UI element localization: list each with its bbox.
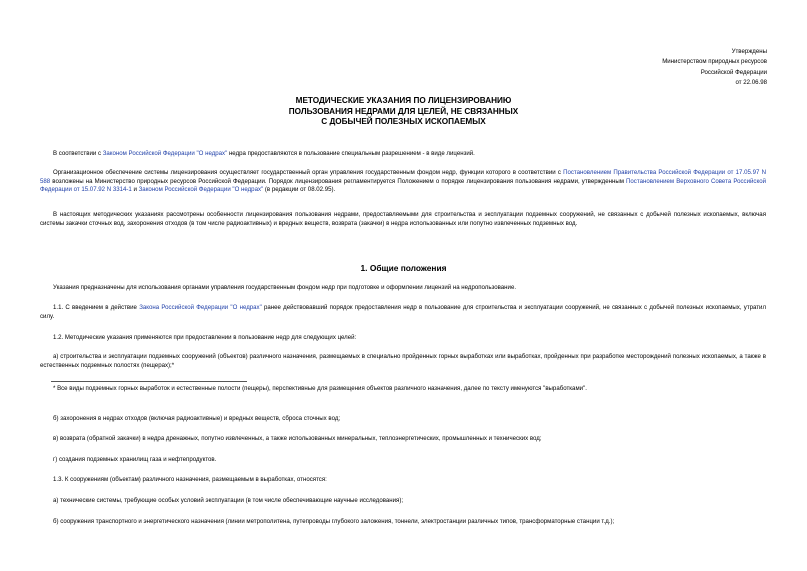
law-link[interactable]: Законом Российской Федерации "О недрах" [138, 186, 264, 194]
text: В соответствии с [53, 150, 103, 157]
paragraph-purpose: Указания предназначены для использования органами управления государственным фондом недр при подготовке и оформлении лицензий на недропользование. [53, 284, 517, 291]
paragraph-1-2: 1.2. Методические указания применяются при предоставлении в пользование недр для следующих целей: [53, 334, 357, 341]
text: и [131, 186, 139, 194]
text: недра предоставляются в пользование специальным разрешением - в виде лицензий. [227, 150, 475, 157]
approval-line: Утверждены [731, 48, 767, 55]
footnote: * Все виды подземных горных выработок и естественные полости (пещеры), перспективные для размещения объектов различного назначения, далее по тексту именуются "выработками". [53, 385, 587, 392]
list-item-d: г) создания подземных хранилищ газа и нефтепродуктов. [53, 456, 217, 463]
text: (в редакции от 08.02.95). [263, 186, 336, 194]
text: 1.1. С введением в действие [53, 304, 140, 311]
approval-date: от 22.06.98 [735, 78, 767, 86]
approval-line: Российской Федерации [700, 68, 767, 76]
list-item-c: в) возврата (обратной закачки) в недра дренажных, попутно извлеченных, а также использованных минеральных, теплоэнергетических, промышленных и технических вод; [53, 435, 542, 442]
paragraph-1-3: 1.3. К сооружениям (объектам) различного назначения, размещаемым в выработках, относятся: [53, 476, 327, 483]
paragraph-organization [40, 169, 766, 195]
approval-block [662, 48, 767, 89]
law-link[interactable]: Закона Российской Федерации "О недрах" [139, 304, 262, 311]
section-heading: 1. Общие положения [360, 263, 447, 273]
paragraph-1-1 [40, 304, 766, 321]
document-title [0, 96, 807, 128]
title-line: ПОЛЬЗОВАНИЯ НЕДРАМИ ДЛЯ ЦЕЛЕЙ, НЕ СВЯЗАННЫХ [288, 106, 519, 116]
text: Организационное обеспечение системы лицензирования осуществляет государственный орган управления государственным фондом недр, функции которого в соответствии с [53, 169, 564, 176]
approval-line: Министерством природных ресурсов [662, 58, 767, 66]
list-item-b: б) захоронения в недрах отходов (включая радиоактивные) и вредных веществ, сброса сточных вод; [53, 415, 341, 422]
paragraph-scope: В настоящих методических указаниях рассмотрены особенности лицензирования пользования недрами, предоставляемыми для строительства и эксплуатации подземных сооружений, не связанных с добычей полезных ископаемых, включая системы закачки сточных вод, захоронения отходов (в том числе радиоактивных) и вредных веществ, возврата (закачки) в недра использованных или попутно извлеченных подземных вод. [40, 211, 766, 227]
text: ранее действовавший порядок предоставления недр в пользование для строительства и эксплуатации сооружений, не связанных с добычей полезных ископаемых, утратил силу. [40, 304, 766, 320]
law-link[interactable]: Законом Российской Федерации "О недрах" [102, 150, 228, 157]
list-item-a: а) строительства и эксплуатации подземных сооружений (объектов) различного назначения, размещаемых в специально пройденных горных выработках или выработках, пройденных при разработке месторождений полезных ископаемых, а также в естественных подземных полостях (пещерах);* [40, 353, 766, 369]
text: возложены на Министерство природных ресурсов Российской Федерации. Порядок лицензирования регламентируется Положением о порядке лицензирования пользования недрами, утвержденным [50, 177, 627, 185]
footnote-divider [51, 381, 247, 382]
title-line: МЕТОДИЧЕСКИЕ УКАЗАНИЯ ПО ЛИЦЕНЗИРОВАНИЮ [295, 96, 512, 105]
government-decree-link[interactable]: Постановлением Правительства Российской Федерации от 17.05.97 N 588 [40, 169, 766, 185]
list-item-b2: б) сооружения транспортного и энергетического назначения (линии метрополитена, путепроводы глубокого заложения, тоннели, электростанции различных типов, трансформаторные станции т.д.); [53, 518, 615, 525]
title-line: С ДОБЫЧЕЙ ПОЛЕЗНЫХ ИСКОПАЕМЫХ [321, 117, 486, 127]
paragraph-intro [40, 150, 766, 159]
list-item-a2: а) технические системы, требующие особых условий эксплуатации (в том числе обеспечивающие научные исследования); [53, 497, 404, 504]
supreme-council-decree-link[interactable]: Постановлением Верховного Совета Российской Федерации от 15.07.92 N 3314-1 [40, 177, 766, 194]
